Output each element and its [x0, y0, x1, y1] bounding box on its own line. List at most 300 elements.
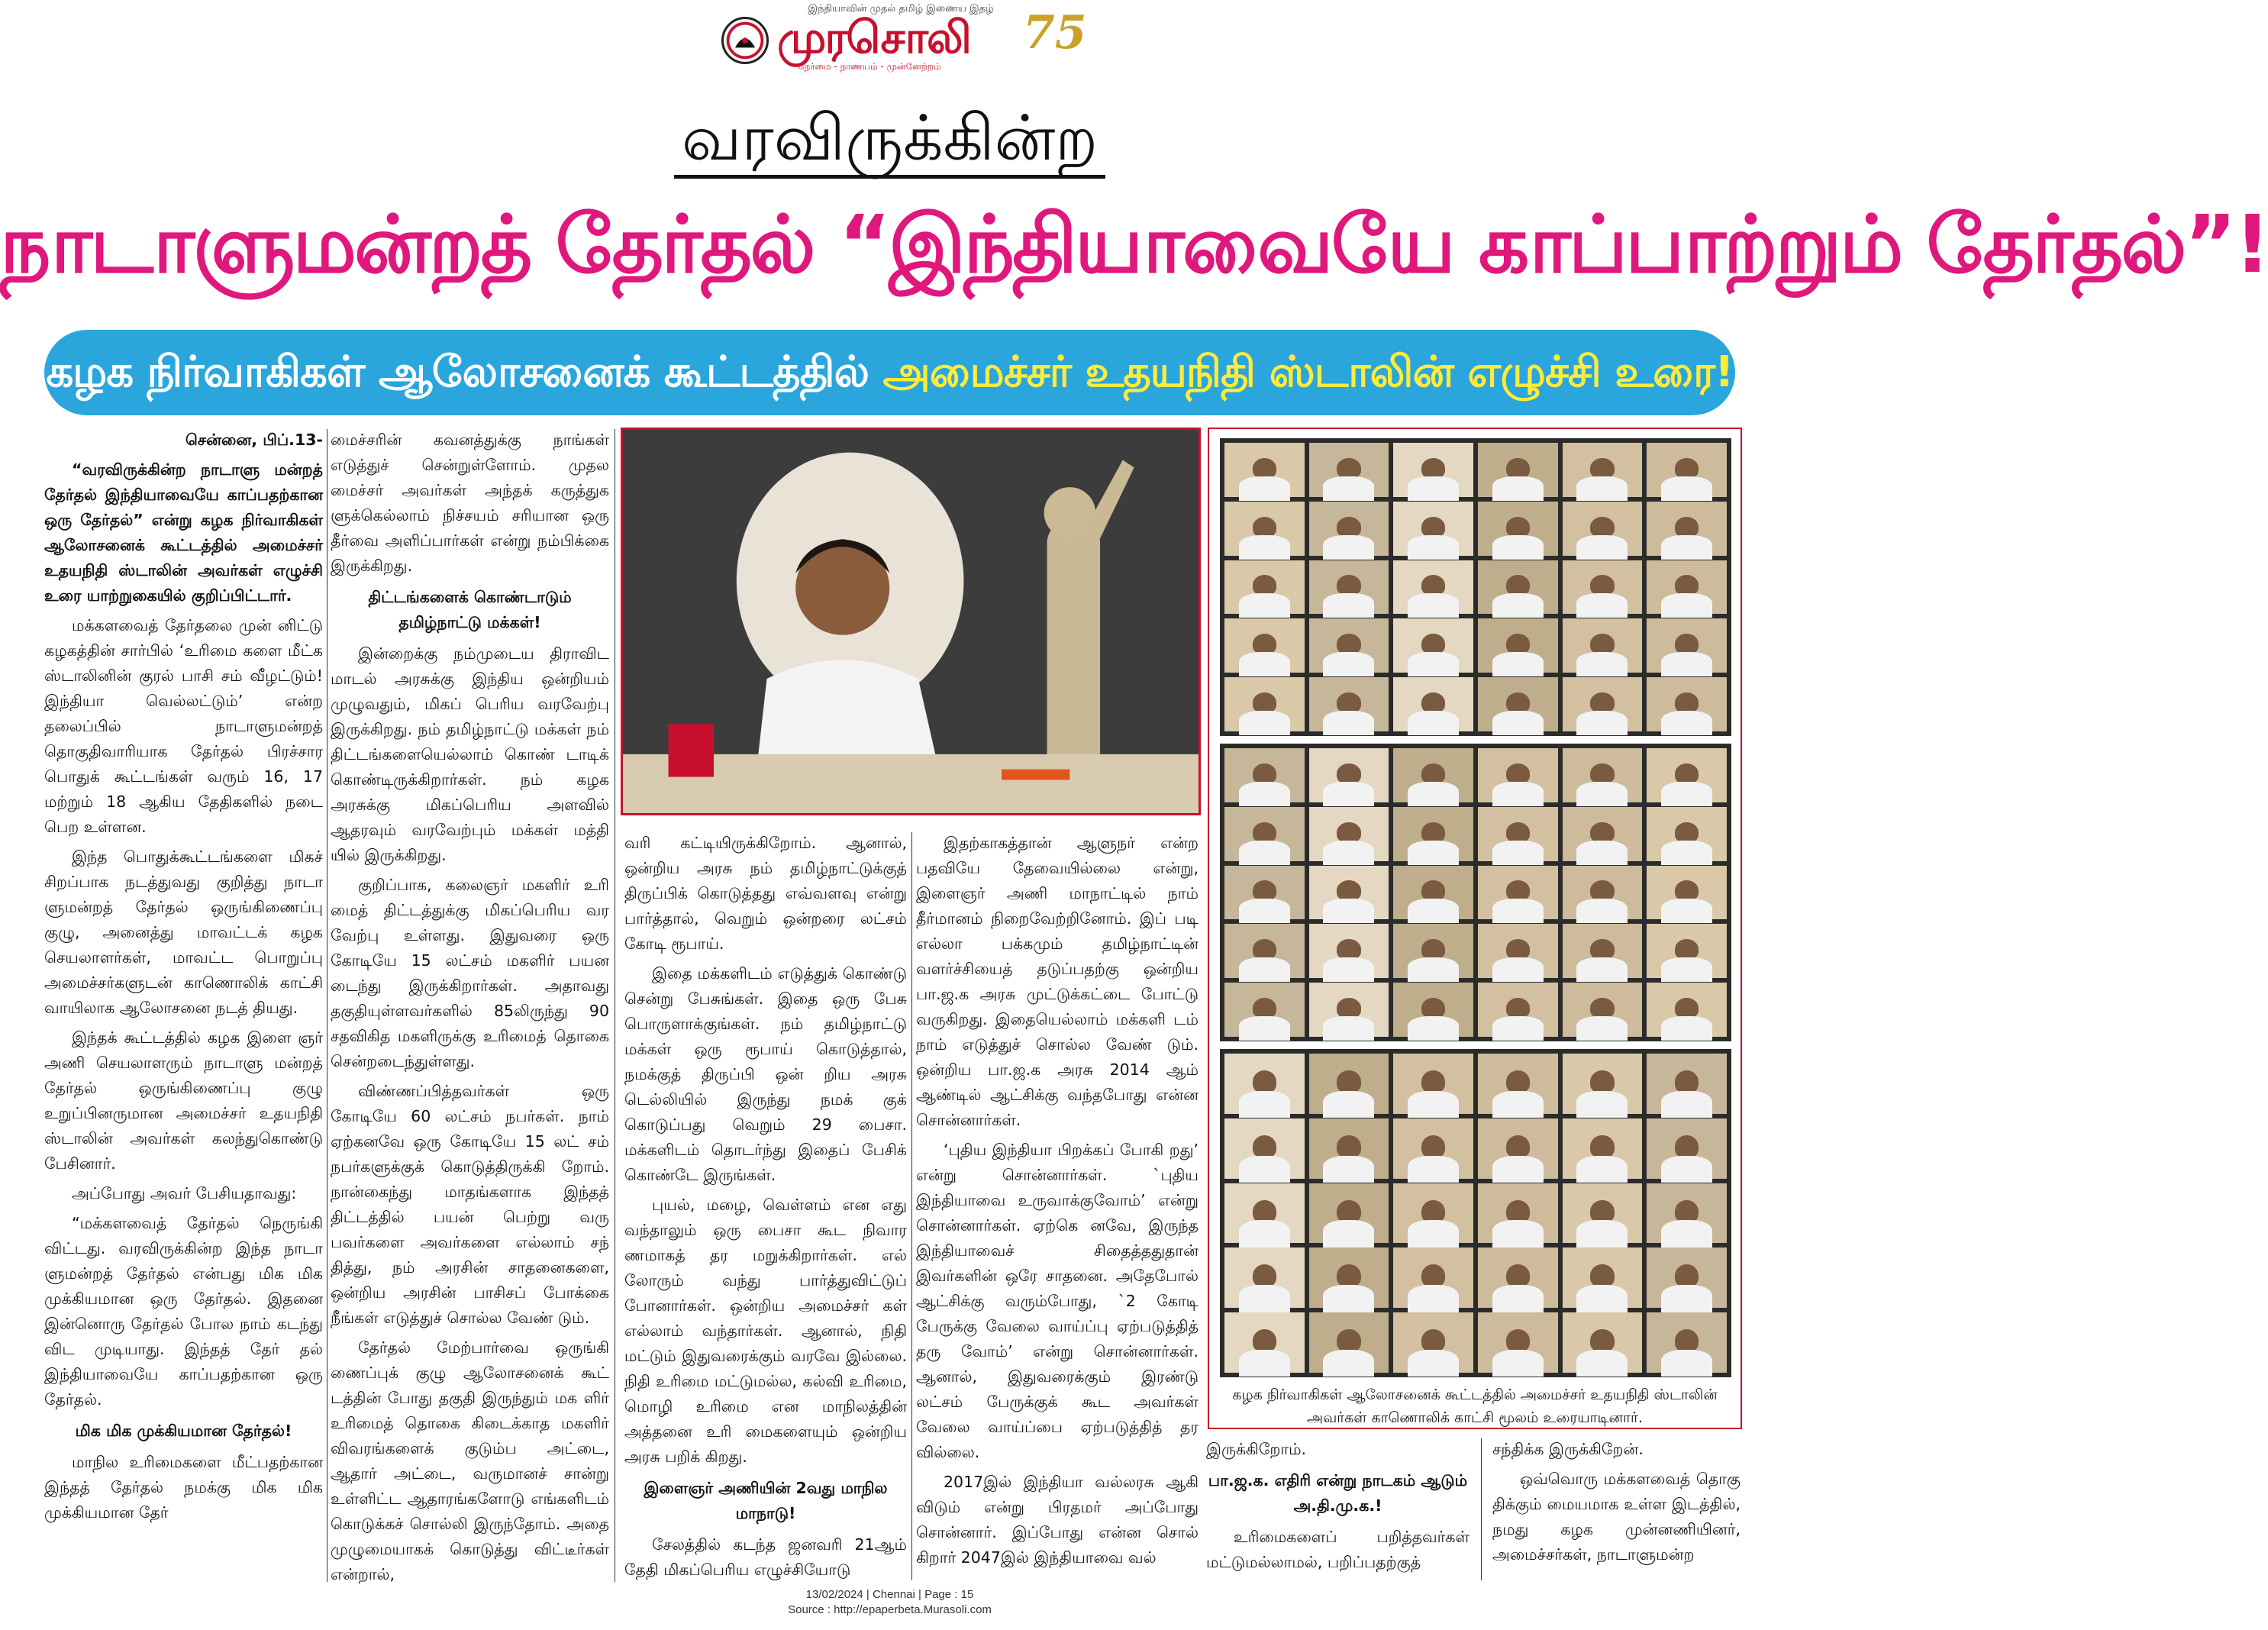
participant-body [1661, 841, 1712, 865]
participant-body [1576, 782, 1628, 806]
participant-head [1253, 634, 1276, 654]
participant-tile [1478, 560, 1558, 615]
article-column-3 [624, 831, 907, 1587]
participant-tile [1478, 866, 1558, 920]
participant-body [1576, 1285, 1628, 1312]
participant-head [1590, 1329, 1614, 1352]
participant-body [1323, 957, 1374, 982]
participant-tile [1309, 748, 1389, 802]
participant-body [1239, 593, 1290, 618]
participant-body [1239, 1156, 1290, 1183]
participant-tile [1393, 1183, 1473, 1244]
paragraph: இதை மக்களிடம் எடுத்துக் கொண்டு சென்று பேசுங்கள். இதை ஒரு பேசு பொருளாக்குங்கள். நம் தமிழ்நாட்டு மக்கள் ஒரு ரூபாய் கொடுத்தால், நமக்குத் திருப்பி ஒன் றிய அரசு டெல்லியில் இருந்து நமக் குக் கொடுப்பது வெறும் 29 பைசா. மக்களிடம் தொடர்ந்து இதைப் பேசிக் கொண்டே இருங்கள். [624, 964, 907, 1184]
participant-head [1590, 517, 1614, 537]
participant-head [1421, 939, 1445, 960]
participant-head [1253, 575, 1276, 596]
participant-tile [1647, 677, 1727, 731]
participant-body [1323, 782, 1374, 806]
participant-body [1492, 957, 1544, 982]
participant-head [1337, 1264, 1360, 1287]
paragraph: மைச்சரின் கவனத்துக்கு நாங்கள் எடுத்துச் சென்றுள்ளோம். முதல மைச்சர் அவர்கள் அந்தக் கருத்துக ளுக்கெல்லாம் நிச்சயம் சரியான ஒரு தீர்வை அளிப்பார்கள் என்று நம்பிக்கை இருக்கிறது. [331, 431, 609, 575]
participant-body [1239, 476, 1290, 501]
participant-head [1337, 458, 1360, 479]
paragraph: மக்களவைத் தேர்தலை முன் னிட்டு கழகத்தின் சார்பில் ‘உரிமை களை மீட்க ஸ்டாலினின் குரல் பாசி சம் வீழட்டும்! இந்தியா வெல்லட்டும்’ என்ற தலைப்பில் நாடாளுமன்றத் தொகுதிவாரியாக தேர்தல் பிரச்சார பொதுக் கூட்டங்கள் வரும் 16, 17 மற்றும் 18 ஆகிய தேதிகளில் நடை பெற உள்ளன. [44, 616, 323, 836]
participant-tile [1478, 443, 1558, 497]
participant-body [1661, 593, 1712, 618]
anniversary-badge: 75 [1023, 6, 1087, 60]
participant-head [1506, 1135, 1530, 1158]
participant-tile [1224, 677, 1305, 731]
participant-head [1675, 575, 1699, 596]
participant-body [1323, 1156, 1374, 1183]
participant-head [1337, 1135, 1360, 1158]
participant-body [1576, 535, 1628, 560]
participant-tile [1563, 866, 1643, 920]
party-seal-icon [721, 17, 769, 64]
paragraph: வரி கட்டியிருக்கிறோம். ஆனால், ஒன்றிய அரசு நம் தமிழ்நாட்டுக்குத் திருப்பிக் கொடுத்தது எவ்வளவு என்று பார்த்தால், வெறும் ஒன்றரை லட்சம் கோடி ரூபாய். [624, 834, 907, 953]
participant-body [1492, 899, 1544, 923]
participant-tile [1647, 1183, 1727, 1244]
participant-head [1675, 517, 1699, 537]
participant-body [1661, 652, 1712, 676]
participant-body [1408, 782, 1459, 806]
participant-tile [1393, 560, 1473, 615]
participant-head [1337, 1200, 1360, 1223]
masthead-tagline: இந்தியாவின் முதல் தமிழ் இணைய இதழ் [808, 3, 994, 15]
participant-head [1590, 1200, 1614, 1223]
paragraph: தேர்தல் மேற்பார்வை ஒருங்கி ணைப்புக் குழு ஆலோசனைக் கூட் டத்தின் போது தகுதி இருந்தும் மக ளிர் உரிமைத் தொகை கிடைக்காத மகளிர் விவரங்களைக் குடும்ப அட்டை, ஆதார் அட்டை, வருமானச் சான்று உள்ளிட்ட ஆதாரங்களோடு எங்களிடம் கொடுக்கச் சொல்லி இருந்தோம். அதை முழுமையாகக் கொடுத்து விட்டீர்கள் என்றால், [331, 1338, 609, 1583]
participant-body [1492, 1350, 1544, 1377]
participant-body [1661, 1350, 1712, 1377]
kicker-text: வரவிருக்கின்ற [674, 102, 1105, 179]
participant-head [1590, 998, 1614, 1018]
participant-head [1506, 1200, 1530, 1223]
participant-tile [1393, 443, 1473, 497]
subheading: திட்டங்களைக் கொண்டாடும் தமிழ்நாட்டு மக்கள்! [368, 588, 572, 631]
participant-head [1253, 458, 1276, 479]
participant-head [1506, 822, 1530, 843]
participant-head [1337, 1329, 1360, 1352]
participant-body [1408, 899, 1459, 923]
newspaper-logo[interactable]: முரசொலி [777, 11, 970, 63]
participant-body [1661, 711, 1712, 735]
banner-part2: அமைச்சர் உதயநிதி ஸ்டாலின் எழுச்சி உரை! [882, 347, 1734, 397]
subheading: மிக மிக முக்கியமான தேர்தல்! [75, 1422, 292, 1440]
participant-body [1239, 1285, 1290, 1312]
participant-tile [1393, 748, 1473, 802]
paragraph: ‘புதிய இந்தியா பிறக்கப் போகி றது’ என்று சொன்னார்கள். `புதிய இந்தியாவை உருவாக்குவோம்’ என்று சொன்னார்கள். ஏற்கெ னவே, இருந்த இந்தியாவைச் சிதைத்ததுதான் இவர்களின் ஒரே சாதனை. அதேபோல் ஆட்சிக்கு வரும்போது, `2 கோடி பேருக்கு வேலை வாய்ப்பு ஏற்படுத்தித் தரு வோம்’ என்று சொன்னார்கள். ஆனால், இதுவரைக்கும் இரண்டு லட்சம் பேருக்குக் கூட அவர்கள் வேலை வாய்ப்பை ஏற்படுத்தித் தர வில்லை. [916, 1141, 1199, 1461]
participant-body [1492, 1016, 1544, 1041]
article-column-4 [916, 831, 1199, 1575]
paragraph: மாநில உரிமைகளை மீட்பதற்கான இந்தத் தேர்தல் நமக்கு மிக மிக முக்கியமான தேர் [44, 1453, 323, 1522]
main-headline: நாடாளுமன்றத் தேர்தல் “இந்தியாவையே காப்பாற்றும் தேர்தல்”! [0, 198, 2268, 291]
participant-head [1590, 880, 1614, 901]
participant-body [1408, 593, 1459, 618]
participant-head [1506, 517, 1530, 537]
participant-head [1506, 939, 1530, 960]
participant-tile [1478, 924, 1558, 978]
participant-body [1408, 957, 1459, 982]
participant-tile [1478, 677, 1558, 731]
participant-body [1661, 1156, 1712, 1183]
participant-body [1661, 476, 1712, 501]
participant-tile [1478, 983, 1558, 1037]
participant-body [1661, 1220, 1712, 1247]
participant-tile [1393, 618, 1473, 673]
participant-head [1421, 880, 1445, 901]
participant-body [1323, 535, 1374, 560]
participant-tile [1393, 677, 1473, 731]
participant-tile [1563, 443, 1643, 497]
participant-body [1492, 652, 1544, 676]
participant-head [1590, 822, 1614, 843]
participant-tile [1309, 443, 1389, 497]
participant-tile [1224, 502, 1305, 556]
article-column-2 [331, 428, 609, 1592]
page-footer-date: 13/02/2024 | Chennai | Page : 15 [805, 1588, 974, 1601]
participant-tile [1478, 1312, 1558, 1373]
participant-tile [1393, 807, 1473, 861]
participant-tile [1224, 1054, 1305, 1114]
participant-body [1323, 899, 1374, 923]
participant-head [1506, 763, 1530, 784]
participant-body [1492, 1091, 1544, 1118]
participant-body [1576, 1016, 1628, 1041]
participant-body [1492, 1220, 1544, 1247]
participant-tile [1309, 924, 1389, 978]
participant-tile [1647, 983, 1727, 1037]
participant-tile [1309, 807, 1389, 861]
participant-tile [1309, 1248, 1389, 1308]
participant-tile [1393, 1054, 1473, 1114]
participant-body [1239, 535, 1290, 560]
participant-tile [1647, 1248, 1727, 1308]
participant-head [1253, 517, 1276, 537]
participant-tile [1309, 618, 1389, 673]
participant-tile [1309, 1183, 1389, 1244]
participant-tile [1309, 983, 1389, 1037]
participant-body [1239, 1091, 1290, 1118]
kicker-headline [0, 101, 1779, 177]
participant-tile [1563, 1183, 1643, 1244]
participant-head [1421, 634, 1445, 654]
participant-tile [1563, 1248, 1643, 1308]
participant-body [1239, 711, 1290, 735]
participant-body [1661, 535, 1712, 560]
participant-body [1576, 1156, 1628, 1183]
participant-body [1576, 957, 1628, 982]
participant-head [1337, 1070, 1360, 1093]
participant-head [1590, 634, 1614, 654]
video-panel [1220, 744, 1731, 1041]
participant-tile [1563, 560, 1643, 615]
participant-tile [1393, 1118, 1473, 1179]
subheading: பா.ஜ.க. எதிரி என்று நாடகம் ஆடும் அ.தி.மு.க.! [1208, 1471, 1468, 1515]
participant-body [1576, 899, 1628, 923]
participant-tile [1224, 618, 1305, 673]
participant-tile [1309, 560, 1389, 615]
participant-tile [1478, 502, 1558, 556]
participant-body [1408, 1350, 1459, 1377]
participant-body [1492, 535, 1544, 560]
column-rule [1481, 1438, 1482, 1580]
participant-head [1675, 1070, 1699, 1093]
participant-body [1323, 652, 1374, 676]
banner-part1: கழக நிர்வாகிகள் ஆலோசனைக் கூட்டத்தில் [46, 347, 883, 397]
participant-body [1492, 841, 1544, 865]
participant-tile [1563, 924, 1643, 978]
participant-tile [1478, 748, 1558, 802]
paragraph: புயல், மழை, வெள்ளம் என எது வந்தாலும் ஒரு பைசா கூட நிவார ணமாகத் தர மறுக்கிறார்கள். எல் லோரும் வந்து பார்த்துவிட்டுப் போனார்கள். ஒன்றிய அமைச்சர் கள் எல்லாம் வந்தார்கள். ஆனால், நிதி மட்டும் இதுவரைக்கும் வரவே இல்லை. நிதி உரிமை மட்டுமல்ல, கல்வி உரிமை, மொழி உரிமை என மாநிலத்தின் அத்தனை உரி மைகளையும் ஒன்றிய அரசு பறிக் கிறது. [624, 1196, 907, 1466]
participant-tile [1478, 807, 1558, 861]
participant-tile [1393, 924, 1473, 978]
participant-head [1675, 763, 1699, 784]
paragraph: இதற்காகத்தான் ஆளுநர் என்ற பதவியே தேவையில்லை என்று, இளைஞர் அணி மாநாட்டில் நாம் தீர்மானம் நிறைவேற்றினோம். இப் படி எல்லா பக்கமும் தமிழ்நாட்டின் வளர்ச்சியைத் தடுப்பதற்கு ஒன்றிய பா.ஜ.க அரசு முட்டுக்கட்டை போட்டு வருகிறது. இதையெல்லாம் மக்களி டம் நாம் எடுத்துச் சொல்ல வேண் டும். ஒன்றிய பா.ஜ.க அரசு 2014 ஆம் ஆண்டில் ஆட்சிக்கு வந்தபோது என்ன சொன்னார்கள். [916, 834, 1199, 1129]
participant-body [1492, 782, 1544, 806]
participant-head [1590, 575, 1614, 596]
participant-head [1421, 1329, 1445, 1352]
participant-tile [1647, 1054, 1727, 1114]
participant-head [1590, 1135, 1614, 1158]
participant-tile [1393, 1312, 1473, 1373]
participant-head [1590, 692, 1614, 713]
participant-body [1661, 1091, 1712, 1118]
speaker-photo [621, 428, 1201, 815]
participant-head [1506, 634, 1530, 654]
participant-tile [1224, 1312, 1305, 1373]
participant-head [1253, 1200, 1276, 1223]
paragraph: குறிப்பாக, கலைஞர் மகளிர் உரி மைத் திட்டத்துக்கு மிகப்பெரிய வர வேற்பு உள்ளது. இதுவரை ஒரு கோடியே 15 லட்சம் மகளிர் பயன டைந்து இருக்கிறார்கள். அதாவது தகுதியுள்ளவர்களில் 85லிருந்து 90 சதவிகித மகளிருக்கு உரிமைத் தொகை சென்றடைந்துள்ளது. [331, 876, 609, 1070]
participant-head [1253, 1070, 1276, 1093]
participant-body [1408, 476, 1459, 501]
participant-head [1253, 692, 1276, 713]
participant-body [1576, 476, 1628, 501]
participant-head [1421, 1200, 1445, 1223]
participant-body [1576, 711, 1628, 735]
participant-head [1590, 763, 1614, 784]
participant-body [1323, 593, 1374, 618]
participant-head [1675, 1329, 1699, 1352]
participant-head [1253, 1135, 1276, 1158]
participant-head [1675, 1264, 1699, 1287]
paragraph: இந்த பொதுக்கூட்டங்களை மிகச் சிறப்பாக நடத்துவது குறித்து நாடா ளுமன்றத் தேர்தல் ஒருங்கிணைப்பு குழு, அனைத்து மாவட்டக் கழக செயலாளர்கள், மாவட்ட பொறுப்பு அமைச்சர்களுடன் காணொலிக் காட்சி வாயிலாக ஆலோசனை நடத் தியது. [44, 847, 323, 1017]
participant-body [1492, 476, 1544, 501]
participant-head [1421, 575, 1445, 596]
participant-head [1506, 692, 1530, 713]
participant-head [1253, 1264, 1276, 1287]
participant-head [1675, 458, 1699, 479]
participant-tile [1563, 1118, 1643, 1179]
participant-head [1675, 1135, 1699, 1158]
participant-body [1408, 1156, 1459, 1183]
participant-body [1492, 1156, 1544, 1183]
paragraph: “மக்களவைத் தேர்தல் நெருங்கி விட்டது. வரவிருக்கின்ற இந்த நாடா ளுமன்றத் தேர்தல் என்பது மிக மிக முக்கியமான ஒரு தேர்தல். இதனை இன்னொரு தேர்தல் போல நாம் கடந்து விட முடியாது. இந்தத் தேர் தல் இந்தியாவையே காப்பதற்கான ஒரு தேர்தல். [44, 1214, 323, 1409]
participant-tile [1478, 1118, 1558, 1179]
participant-head [1506, 1329, 1530, 1352]
participant-body [1323, 1220, 1374, 1247]
participant-tile [1563, 502, 1643, 556]
participant-tile [1224, 1248, 1305, 1308]
participant-head [1253, 998, 1276, 1018]
participant-head [1253, 822, 1276, 843]
subheading: இளைஞர் அணியின் 2வது மாநில மாநாடு! [644, 1479, 888, 1522]
participant-tile [1393, 502, 1473, 556]
subheadline-banner [44, 330, 1735, 415]
participant-tile [1224, 560, 1305, 615]
paragraph: இருக்கிறோம். [1206, 1440, 1307, 1458]
participant-body [1576, 1220, 1628, 1247]
participant-tile [1393, 983, 1473, 1037]
participant-tile [1563, 1054, 1643, 1114]
video-conference-collage [1208, 428, 1742, 1429]
participant-head [1590, 1070, 1614, 1093]
participant-tile [1224, 866, 1305, 920]
participant-tile [1647, 924, 1727, 978]
paragraph: விண்ணப்பித்தவர்கள் ஒரு கோடியே 60 லட்சம் நபர்கள். நாம் ஏற்கனவே ஒரு கோடியே 15 லட் சம் நபர்களுக்குக் கொடுத்திருக்கி றோம். நான்கைந்து மாதங்களாக இந்தத் திட்டத்தில் பயன் பெற்று வரு பவர்களை அவர்களை எல்லாம் சந் தித்து, நம் அரசின் சாதனைகளை, ஒன்றிய அரசின் பாசிசப் போக்கை நீங்கள் எடுத்துச் சொல்ல வேண் டும். [331, 1082, 609, 1327]
participant-head [1421, 1070, 1445, 1093]
participant-body [1323, 1350, 1374, 1377]
participant-body [1239, 652, 1290, 676]
participant-tile [1224, 807, 1305, 861]
paragraph: இந்தக் கூட்டத்தில் கழக இளை ஞர் அணி செயலாளரும் நாடாளு மன்றத் தேர்தல் ஒருங்கிணைப்பு குழு உறுப்பினருமான அமைச்சர் உதயநிதி ஸ்டாலின் அவர்கள் கலந்துகொண்டு பேசினார். [44, 1028, 323, 1173]
participant-body [1661, 1285, 1712, 1312]
participant-tile [1647, 748, 1727, 802]
participant-tile [1563, 807, 1643, 861]
participant-head [1590, 939, 1614, 960]
paragraph: சந்திக்க இருக்கிறேன். [1492, 1440, 1644, 1458]
participant-tile [1647, 807, 1727, 861]
collage-grid [1220, 438, 1731, 1383]
participant-head [1675, 1200, 1699, 1223]
participant-body [1408, 1220, 1459, 1247]
participant-tile [1309, 1054, 1389, 1114]
participant-head [1506, 1264, 1530, 1287]
paragraph: உரிமைகளைப் பறித்தவர்கள் மட்டுமல்லாமல், பறிப்பதற்குத் [1206, 1528, 1470, 1571]
participant-body [1576, 1350, 1628, 1377]
participant-tile [1647, 1118, 1727, 1179]
participant-tile [1224, 1118, 1305, 1179]
participant-body [1239, 899, 1290, 923]
participant-head [1421, 517, 1445, 537]
participant-body [1239, 957, 1290, 982]
participant-head [1253, 1329, 1276, 1352]
participant-body [1408, 1091, 1459, 1118]
participant-tile [1309, 502, 1389, 556]
participant-tile [1224, 924, 1305, 978]
participant-body [1408, 652, 1459, 676]
paragraph: 2017இல் இந்தியா வல்லரசு ஆகி விடும் என்று பிரதமர் அப்போது சொன்னார். இப்போது என்ன சொல் கிறார் 2047இல் இந்தியாவை வல் [916, 1473, 1199, 1567]
paragraph: சேலத்தில் கடந்த ஜனவரி 21ஆம் தேதி மிகப்பெரிய எழுச்சியோடு [624, 1535, 907, 1579]
participant-body [1239, 1220, 1290, 1247]
participant-head [1675, 692, 1699, 713]
participant-tile [1647, 1312, 1727, 1373]
column-rule [911, 832, 912, 1580]
speaker-photo-illustration [623, 430, 1199, 813]
participant-head [1421, 1135, 1445, 1158]
participant-head [1337, 575, 1360, 596]
participant-head [1506, 458, 1530, 479]
participant-head [1506, 998, 1530, 1018]
participant-tile [1647, 443, 1727, 497]
page-footer-source[interactable]: Source : http://epaperbeta.Murasoli.com [788, 1603, 992, 1616]
participant-body [1408, 711, 1459, 735]
participant-body [1576, 1091, 1628, 1118]
participant-tile [1309, 1118, 1389, 1179]
participant-tile [1563, 748, 1643, 802]
participant-tile [1478, 1248, 1558, 1308]
participant-tile [1309, 677, 1389, 731]
paragraph: அப்போது அவர் பேசியதாவது: [72, 1184, 297, 1202]
participant-body [1408, 1285, 1459, 1312]
article-column-5 [1206, 1437, 1470, 1580]
participant-tile [1393, 1248, 1473, 1308]
participant-body [1661, 1016, 1712, 1041]
paragraph: ஒவ்வொரு மக்களவைத் தொகு திக்கும் மையமாக உள்ள இடத்தில், நமது கழக முன்னணியினர், அமைச்சர்கள், நாடாளுமன்ற [1492, 1470, 1741, 1564]
logo-subtitle: நேர்மை - நாணயம் - முன்னேற்றம் [798, 61, 941, 72]
participant-tile [1309, 1312, 1389, 1373]
participant-head [1675, 822, 1699, 843]
video-panel [1220, 1049, 1731, 1377]
participant-head [1337, 822, 1360, 843]
participant-tile [1393, 866, 1473, 920]
participant-tile [1478, 618, 1558, 673]
participant-head [1253, 763, 1276, 784]
participant-tile [1563, 618, 1643, 673]
participant-body [1323, 1091, 1374, 1118]
participant-head [1421, 1264, 1445, 1287]
participant-body [1408, 535, 1459, 560]
participant-body [1239, 782, 1290, 806]
participant-head [1590, 458, 1614, 479]
participant-tile [1563, 1312, 1643, 1373]
participant-body [1492, 711, 1544, 735]
participant-body [1576, 652, 1628, 676]
participant-head [1337, 517, 1360, 537]
participant-body [1576, 593, 1628, 618]
participant-tile [1224, 1183, 1305, 1244]
photo-caption: கழக நிர்வாகிகள் ஆலோசனைக் கூட்டத்தில் அமைச்சர் உதயநிதி ஸ்டாலின் அவர்கள் காணொலிக் காட்சி மூலம் உரையாடினார். [1232, 1386, 1718, 1426]
participant-tile [1224, 443, 1305, 497]
participant-tile [1224, 748, 1305, 802]
participant-tile [1647, 866, 1727, 920]
participant-body [1323, 711, 1374, 735]
participant-head [1421, 692, 1445, 713]
participant-tile [1563, 983, 1643, 1037]
participant-tile [1647, 618, 1727, 673]
participant-tile [1563, 677, 1643, 731]
participant-head [1337, 692, 1360, 713]
participant-head [1337, 763, 1360, 784]
participant-body [1239, 841, 1290, 865]
participant-head [1337, 939, 1360, 960]
participant-body [1661, 899, 1712, 923]
participant-head [1675, 939, 1699, 960]
participant-head [1675, 634, 1699, 654]
participant-tile [1647, 502, 1727, 556]
article-column-6 [1492, 1437, 1741, 1572]
participant-head [1421, 458, 1445, 479]
participant-head [1506, 880, 1530, 901]
participant-tile [1478, 1054, 1558, 1114]
dateline: சென்னை, பிப்.13- [185, 431, 323, 449]
participant-body [1492, 1285, 1544, 1312]
participant-body [1661, 957, 1712, 982]
participant-tile [1647, 560, 1727, 615]
participant-head [1253, 939, 1276, 960]
participant-head [1253, 880, 1276, 901]
participant-body [1576, 841, 1628, 865]
participant-head [1506, 575, 1530, 596]
